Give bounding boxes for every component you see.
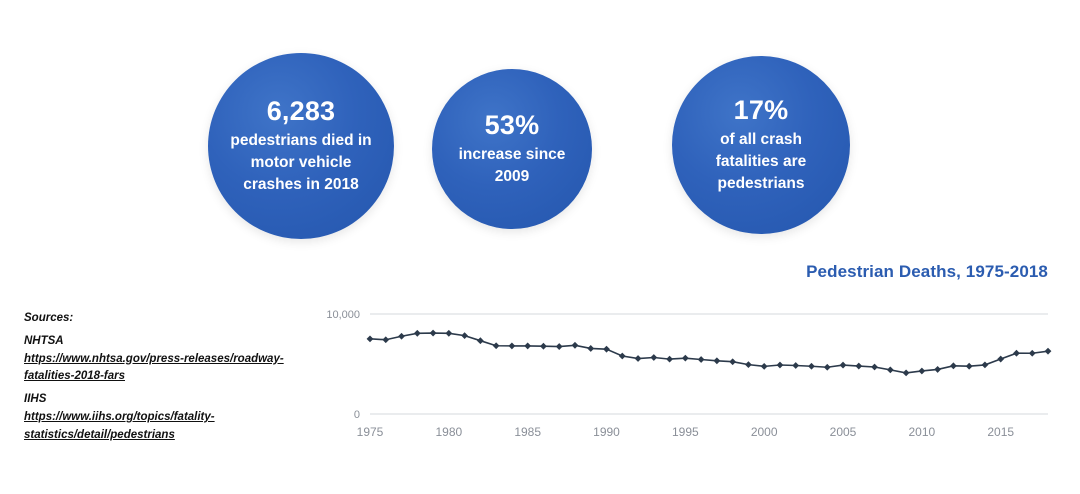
data-point-marker xyxy=(729,358,736,365)
data-point-marker xyxy=(1013,350,1020,357)
data-point-marker xyxy=(650,354,657,361)
data-point-marker xyxy=(966,363,973,370)
x-tick-label: 1975 xyxy=(356,425,384,439)
data-point-marker xyxy=(761,363,768,370)
sources-block xyxy=(24,310,292,445)
data-point-marker xyxy=(1029,350,1036,357)
x-tick-label: 1990 xyxy=(593,425,620,439)
data-point-marker xyxy=(808,363,815,370)
stat-circle-3-label: of all crash fatalities are pedestrians xyxy=(715,131,807,193)
data-point-marker xyxy=(603,346,610,353)
data-point-marker xyxy=(635,355,642,362)
data-point-marker xyxy=(713,357,720,364)
source-org-nhtsa: NHTSA xyxy=(24,334,64,347)
data-point-marker xyxy=(777,362,784,369)
data-point-marker xyxy=(477,337,484,344)
stat-circle-1-label: pedestrians died in motor vehicle crashes in 2018 xyxy=(230,132,372,194)
data-point-marker xyxy=(461,332,468,339)
x-tick-label: 1985 xyxy=(514,425,542,439)
data-point-marker xyxy=(824,364,831,371)
data-point-marker xyxy=(619,353,626,360)
stat-circle-2-label: increase since 2009 xyxy=(458,146,566,186)
data-point-marker xyxy=(950,362,957,369)
x-tick-label: 2010 xyxy=(908,425,936,439)
data-point-marker xyxy=(509,343,516,350)
stat-circles-group xyxy=(0,28,1080,238)
stat-circle-2-value: 53% xyxy=(484,109,540,140)
data-point-marker xyxy=(398,333,405,340)
data-point-marker xyxy=(840,362,847,369)
x-tick-label: 2005 xyxy=(829,425,857,439)
data-point-marker xyxy=(666,356,673,363)
data-point-marker xyxy=(855,363,862,370)
data-point-marker xyxy=(382,336,389,343)
data-point-marker xyxy=(982,362,989,369)
x-tick-label: 2000 xyxy=(750,425,778,439)
stat-circle-increase xyxy=(432,69,592,229)
source-link-iihs[interactable]: https://www.iihs.org/topics/fatality-statistics/detail/pedestrians xyxy=(24,411,215,441)
data-point-marker xyxy=(587,345,594,352)
stat-circle-1-value: 6,283 xyxy=(266,95,336,126)
pedestrian-deaths-chart xyxy=(300,262,1060,462)
data-point-marker xyxy=(698,356,705,363)
data-point-marker xyxy=(540,343,547,350)
source-org-iihs: IIHS xyxy=(24,393,47,406)
y-tick-label: 0 xyxy=(353,409,360,421)
data-point-marker xyxy=(682,355,689,362)
data-point-marker xyxy=(414,330,421,337)
data-point-marker xyxy=(524,343,531,350)
data-point-marker xyxy=(792,362,799,369)
chart-plot-area xyxy=(300,296,1060,456)
x-tick-label: 1995 xyxy=(671,425,699,439)
data-point-marker xyxy=(887,366,894,373)
data-point-marker xyxy=(997,356,1004,363)
data-point-marker xyxy=(745,361,752,368)
data-point-marker xyxy=(1045,348,1052,355)
data-point-marker xyxy=(445,330,452,337)
stat-circle-3-value: 17% xyxy=(733,94,789,125)
data-point-marker xyxy=(493,342,500,349)
data-point-marker xyxy=(934,366,941,373)
series-line xyxy=(370,333,1048,373)
data-point-marker xyxy=(572,342,579,349)
data-point-marker xyxy=(367,335,374,342)
chart-svg xyxy=(300,296,1060,456)
data-point-marker xyxy=(430,330,437,337)
x-tick-label: 1980 xyxy=(435,425,463,439)
data-point-marker xyxy=(556,343,563,350)
data-point-marker xyxy=(871,364,878,371)
sources-label: Sources: xyxy=(24,312,74,324)
data-point-marker xyxy=(918,368,925,375)
stat-circle-pedestrian-deaths xyxy=(208,53,394,239)
chart-title: Pedestrian Deaths, 1975-2018 xyxy=(806,262,1048,281)
data-point-marker xyxy=(903,370,910,377)
stat-circle-share-of-fatalities xyxy=(672,56,850,234)
y-tick-label: 10,000 xyxy=(326,309,360,321)
source-link-nhtsa[interactable]: https://www.nhtsa.gov/press-releases/roadway-fatalities-2018-fars xyxy=(24,352,284,383)
x-tick-label: 2015 xyxy=(987,425,1015,439)
